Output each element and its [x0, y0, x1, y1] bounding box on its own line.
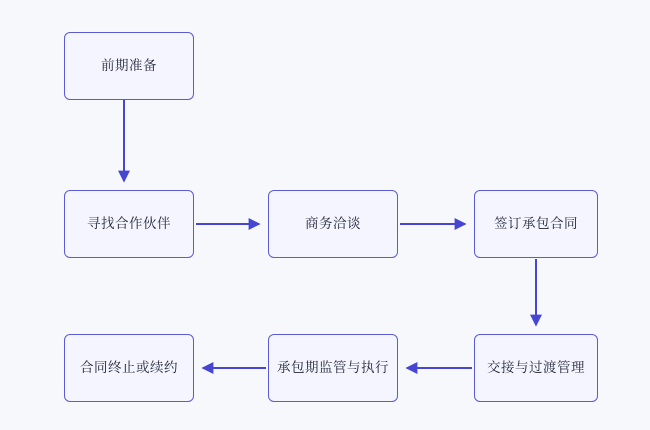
- node-label: 合同终止或续约: [80, 360, 178, 376]
- node-label: 商务洽谈: [305, 216, 361, 232]
- node-transition-management[interactable]: [474, 334, 598, 402]
- node-label: 前期准备: [101, 58, 157, 74]
- node-supervision-execution[interactable]: [268, 334, 398, 402]
- node-label: 交接与过渡管理: [487, 360, 585, 376]
- node-label: 寻找合作伙伴: [87, 216, 171, 232]
- node-find-partner[interactable]: [64, 190, 194, 258]
- node-sign-contract[interactable]: [474, 190, 598, 258]
- node-label: 承包期监管与执行: [277, 360, 389, 376]
- node-preparation[interactable]: [64, 32, 194, 100]
- node-termination-or-renewal[interactable]: [64, 334, 194, 402]
- node-label: 签订承包合同: [494, 216, 578, 232]
- node-business-negotiation[interactable]: [268, 190, 398, 258]
